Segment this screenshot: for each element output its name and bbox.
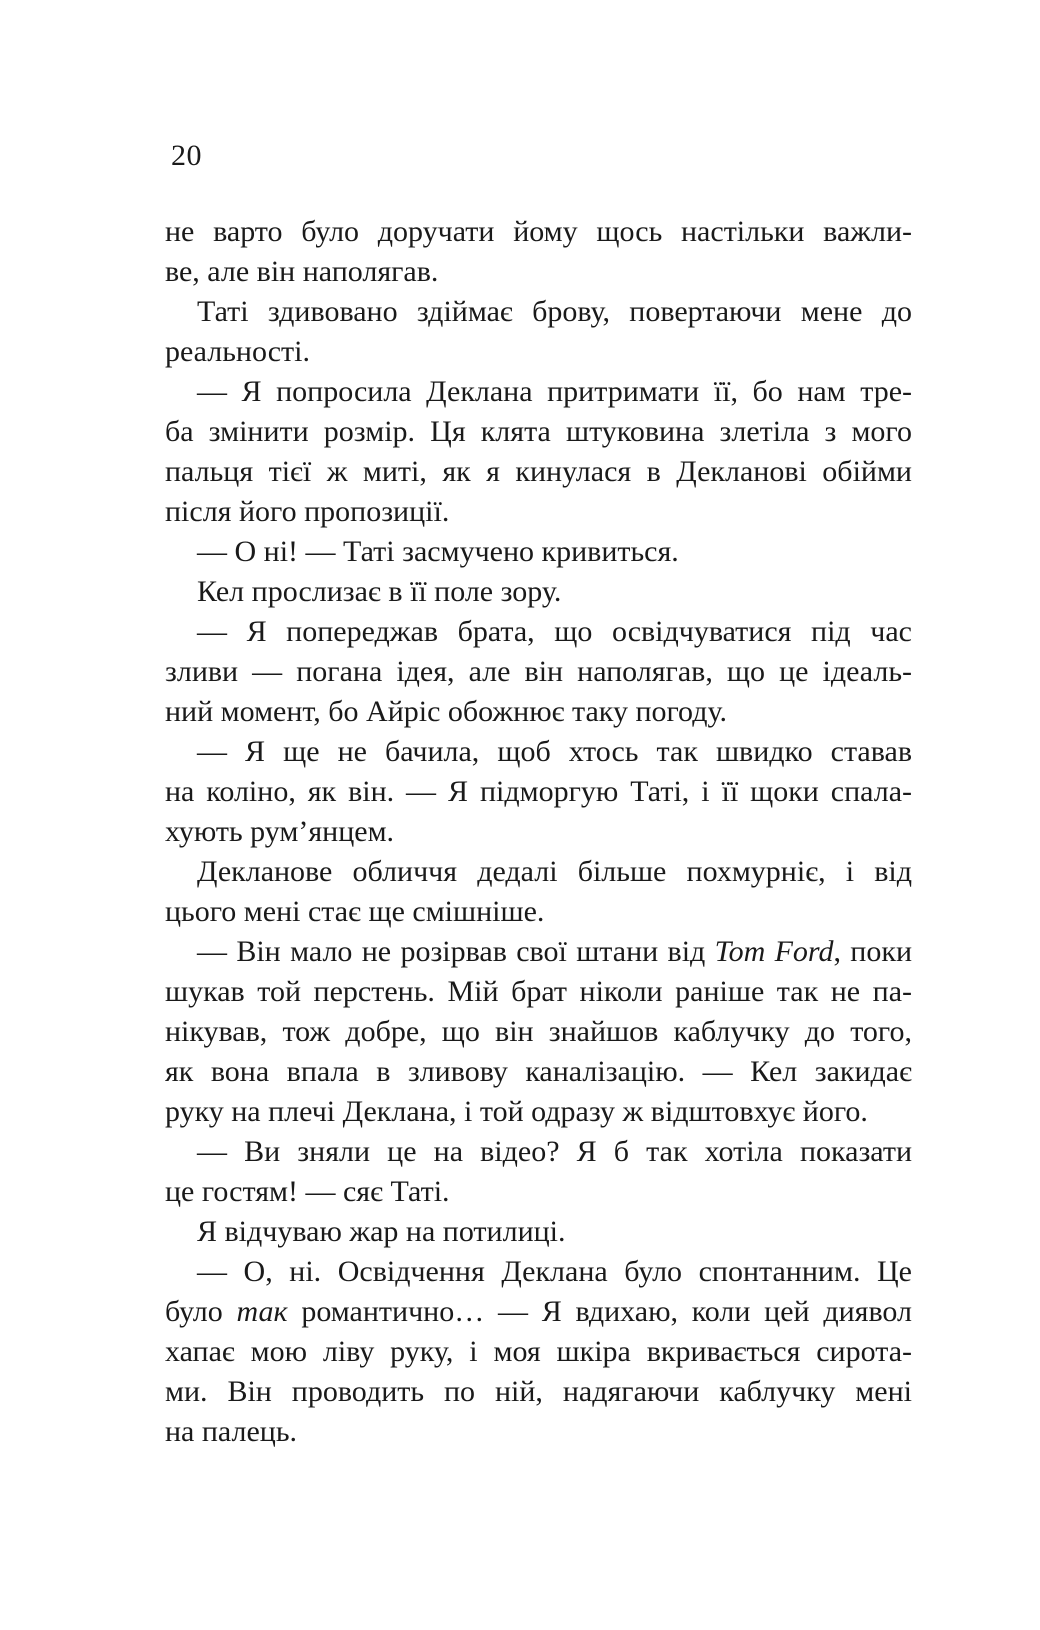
text-line: не варто було доручати йому щось настільки важли- (165, 215, 912, 248)
paragraph (165, 1132, 912, 1212)
paragraph (165, 212, 912, 292)
paragraph (165, 1212, 912, 1252)
paragraph (165, 612, 912, 732)
text-line: хують рум’янцем. (165, 815, 395, 848)
text-line: ний момент, бо Айріс обожнює таку погоду. (165, 695, 727, 728)
paragraph (165, 372, 912, 532)
text-line: шукав той перстень. Мій брат ніколи раніше так не па- (165, 975, 912, 1008)
text-line: — Ви зняли це на відео? Я б так хотіла показати (197, 1135, 912, 1168)
text-line: хапає мою ліву руку, і моя шкіра вкривається сирота- (165, 1335, 912, 1368)
text-line: як вона впала в зливову каналізацію. — Кел закидає (165, 1055, 912, 1088)
italic-text: Tom Ford (714, 935, 834, 968)
paragraph (165, 532, 912, 572)
text-line: ба змінити розмір. Ця клята штуковина злетіла з мого (165, 415, 912, 448)
text-line: ве, але він наполягав. (165, 255, 439, 288)
paragraph (165, 572, 912, 612)
paragraph (165, 932, 912, 1132)
text-line: зливи — погана ідея, але він наполягав, що це ідеаль- (165, 655, 912, 688)
text-line: Декланове обличчя дедалі більше похмурніє, і від (197, 855, 912, 888)
text-line: Я відчуваю жар на потилиці. (197, 1215, 566, 1248)
paragraph (165, 732, 912, 852)
text-line: цього мені стає ще смішніше. (165, 895, 545, 928)
text-line: — Він мало не розірвав свої штани від Tom Ford, поки (197, 935, 912, 968)
text-line: — Я попросила Деклана притримати її, бо нам тре- (197, 375, 912, 408)
paragraph (165, 852, 912, 932)
text-block (165, 212, 912, 1452)
paragraph (165, 1252, 912, 1452)
text-line: — О ні! — Таті засмучено кривиться. (197, 535, 679, 568)
text-line: це гостям! — сяє Таті. (165, 1175, 450, 1208)
text-line: було так романтично… — Я вдихаю, коли цей диявол (165, 1295, 912, 1328)
text-line: Таті здивовано здіймає брову, повертаючи мене до (197, 295, 912, 328)
text-line: — Я ще не бачила, щоб хтось так швидко ставав (197, 735, 912, 768)
text-line: — О, ні. Освідчення Деклана було спонтанним. Це (197, 1255, 912, 1288)
text-line: нікував, тож добре, що він знайшов каблучку до того, (165, 1015, 912, 1048)
text-line: — Я попереджав брата, що освідчуватися під час (197, 615, 912, 648)
text-line: після його пропозиції. (165, 495, 450, 528)
text-line: ми. Він проводить по ній, надягаючи каблучку мені (165, 1375, 912, 1408)
paragraph (165, 292, 912, 372)
text-line: на палець. (165, 1415, 298, 1448)
page-number: 20 (171, 139, 202, 172)
text-line: руку на плечі Деклана, і той одразу ж відштовхує його. (165, 1095, 868, 1128)
italic-text: так (236, 1295, 288, 1328)
text-line: Кел прослизає в її поле зору. (197, 575, 562, 608)
text-line: пальця тієї ж миті, як я кинулася в Декланові обійми (165, 455, 912, 488)
text-line: реальності. (165, 335, 310, 368)
text-line: на коліно, як він. — Я підморгую Таті, і її щоки спала- (165, 775, 912, 808)
